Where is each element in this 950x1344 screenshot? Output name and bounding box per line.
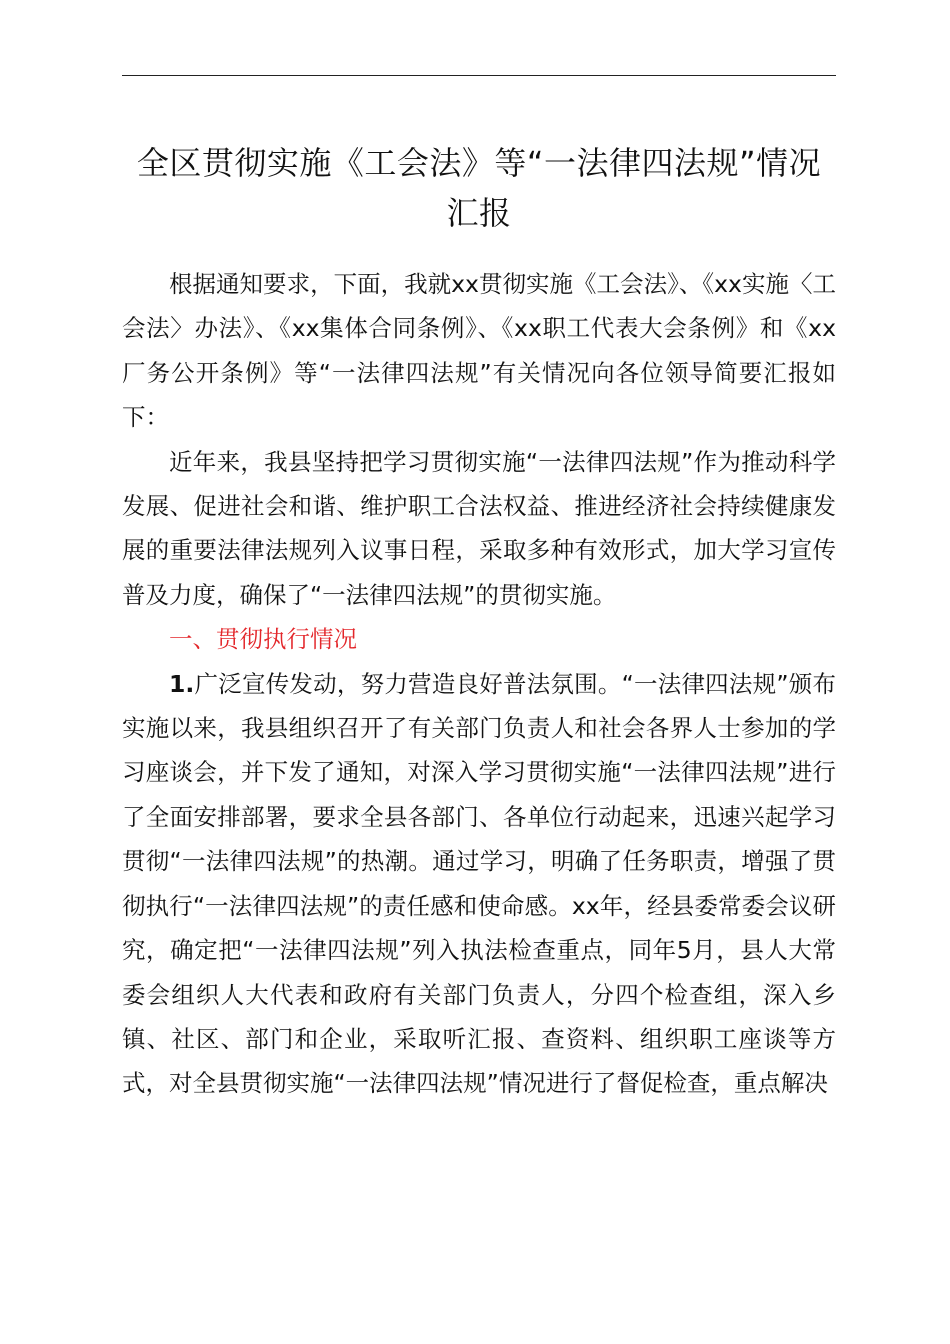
overview-paragraph: 近年来，我县坚持把学习贯彻实施“一法律四法规”作为推动科学发展、促进社会和谐、维护职工合法权益、推进经济社会持续健康发展的重要法律法规列入议事日程，采取多种有效形式，加大学习宣传普及力度，确保了“一法律四法规”的贯彻实施。 xyxy=(122,447,836,609)
item-number: 1. xyxy=(169,669,195,698)
item-text: 广泛宣传发动，努力营造良好普法氛围。“一法律四法规”颁布实施以来，我县组织召开了有关部门负责人和社会各界人士参加的学习座谈会，并下发了通知，对深入学习贯彻实施“一法律四法规”进行了全面安排部署，要求全县各部门、各单位行动起来，迅速兴起学习贯彻“一法律四法规”的热潮。通过学习，明确了任务职责，增强了贯彻执行“一法律四法规”的责任感和使命感。xx年，经县委常委会议研究，确定把“一法律四法规”列入执法检查重点，同年5月，县人大常委会组织人大代表和政府有关部门负责人，分四个检查组，深入乡镇、社区、部门和企业，采取听汇报、查资料、组织职工座谈等方式，对全县贯彻实施“一法律四法规”情况进行了督促检查，重点解决 xyxy=(122,669,836,1098)
section-item-1 xyxy=(122,662,836,1106)
header-rule xyxy=(122,75,836,76)
section-heading: 一、贯彻执行情况 xyxy=(169,625,357,654)
intro-paragraph: 根据通知要求，下面，我就xx贯彻实施《工会法》、《xx实施〈工会法〉办法》、《xx集体合同条例》、《xx职工代表大会条例》和《xx厂务公开条例》等“一法律四法规”有关情况向各位领导简要汇报如下： xyxy=(122,270,836,432)
document-title: 全区贯彻实施《工会法》等“一法律四法规”情况汇报 xyxy=(136,144,822,232)
document-body xyxy=(122,262,836,1106)
